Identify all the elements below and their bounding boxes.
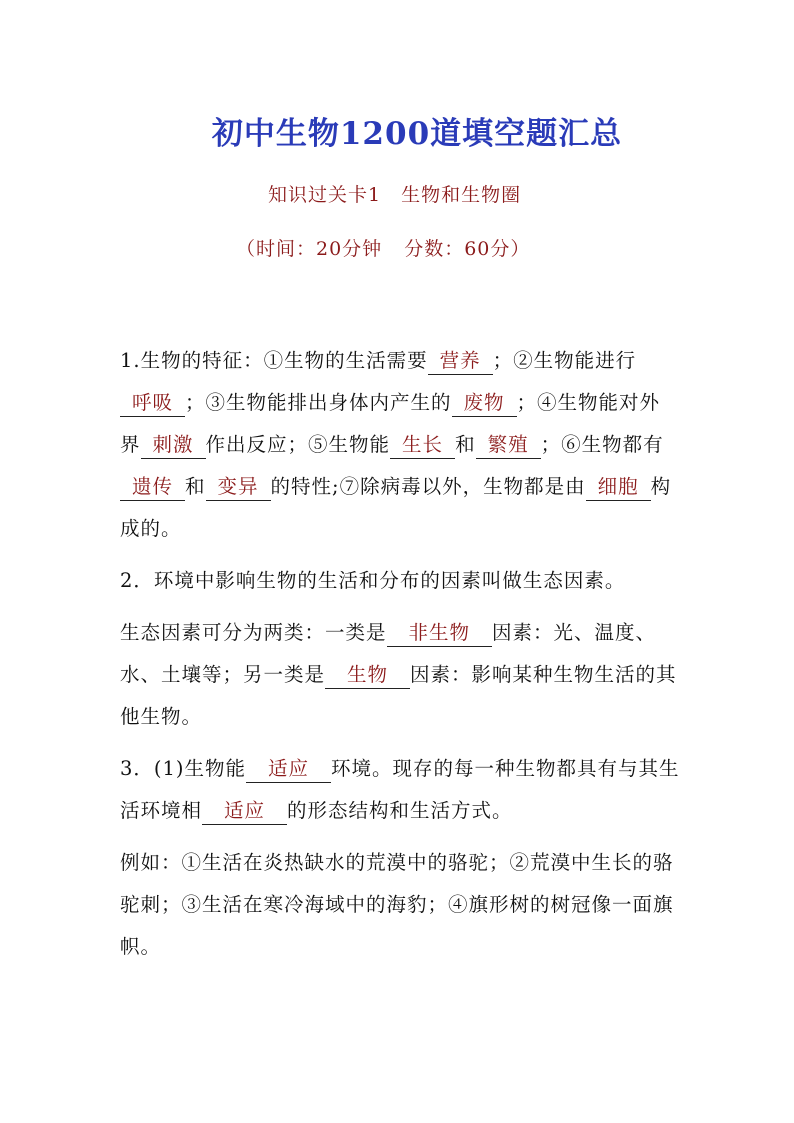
q1-text-4: ；④生物能对外界 [120, 391, 661, 456]
q1-answer-4: 刺激 [141, 432, 206, 459]
time-score-line [236, 234, 530, 261]
time-limit: （时间：20分钟 [236, 238, 383, 260]
page-title: 初中生物1200道填空题汇总 [211, 116, 623, 152]
q1-text-6: 和 [455, 433, 476, 456]
q1-answer-9: 细胞 [586, 474, 651, 501]
q1-answer-7: 遗传 [120, 474, 185, 501]
q1-text-9: 的特性;⑦除病毒以外，生物都是由 [270, 475, 586, 498]
subtitle-level: 知识过关卡1 [268, 184, 382, 206]
q3-text-1: 3．(1)生物能 [120, 757, 247, 780]
q1-answer-5: 生长 [390, 432, 455, 459]
question-2-detail [120, 612, 680, 738]
question-3 [120, 748, 680, 832]
q1-answer-1: 营养 [428, 348, 493, 375]
q1-text-3: ；③生物能排出身体内产生的 [185, 391, 452, 414]
q2-text-4: 因素：影响某种生物生活的其他生物。 [120, 663, 677, 728]
q1-text-2: ；②生物能进行 [492, 349, 637, 372]
q1-answer-3: 废物 [452, 390, 517, 417]
q1-answer-2: 呼吸 [120, 390, 185, 417]
q3-answer-2: 适应 [202, 798, 287, 825]
q1-answer-8: 变异 [206, 474, 271, 501]
q1-text-7: ；⑥生物都有 [540, 433, 664, 456]
q2-answer-2: 生物 [325, 662, 410, 689]
q2-answer-1: 非生物 [387, 620, 493, 647]
subtitle-topic: 生物和生物圈 [401, 184, 522, 206]
q1-text-8: 和 [185, 475, 206, 498]
section-subtitle [268, 180, 521, 207]
q1-text-1: 1.生物的特征：①生物的生活需要 [120, 349, 428, 372]
question-content [120, 340, 680, 968]
question-1 [120, 340, 680, 550]
question-3-example: 例如：①生活在炎热缺水的荒漠中的骆驼；②荒漠中生长的骆驼刺；③生活在寒冷海域中的海豹；④旗形树的树冠像一面旗帜。 [120, 851, 674, 958]
q2-text-2: 生态因素可分为两类：一类是 [120, 621, 387, 644]
q3-answer-1: 适应 [246, 756, 331, 783]
q1-answer-6: 繁殖 [476, 432, 541, 459]
q1-text-5: 作出反应；⑤生物能 [205, 433, 391, 456]
q3-text-3: 的形态结构和生活方式。 [287, 799, 513, 822]
q3-text-2: 环境。现存的每一种生物都具有与其生活环境相 [120, 757, 680, 822]
score-total: 分数：60分） [404, 238, 531, 260]
q1-text-10: 构成的。 [120, 475, 672, 540]
q2-text-3: 因素：光、温度、水、土壤等；另一类是 [120, 621, 657, 686]
question-2-intro: 2．环境中影响生物的生活和分布的因素叫做生态因素。 [120, 569, 626, 592]
